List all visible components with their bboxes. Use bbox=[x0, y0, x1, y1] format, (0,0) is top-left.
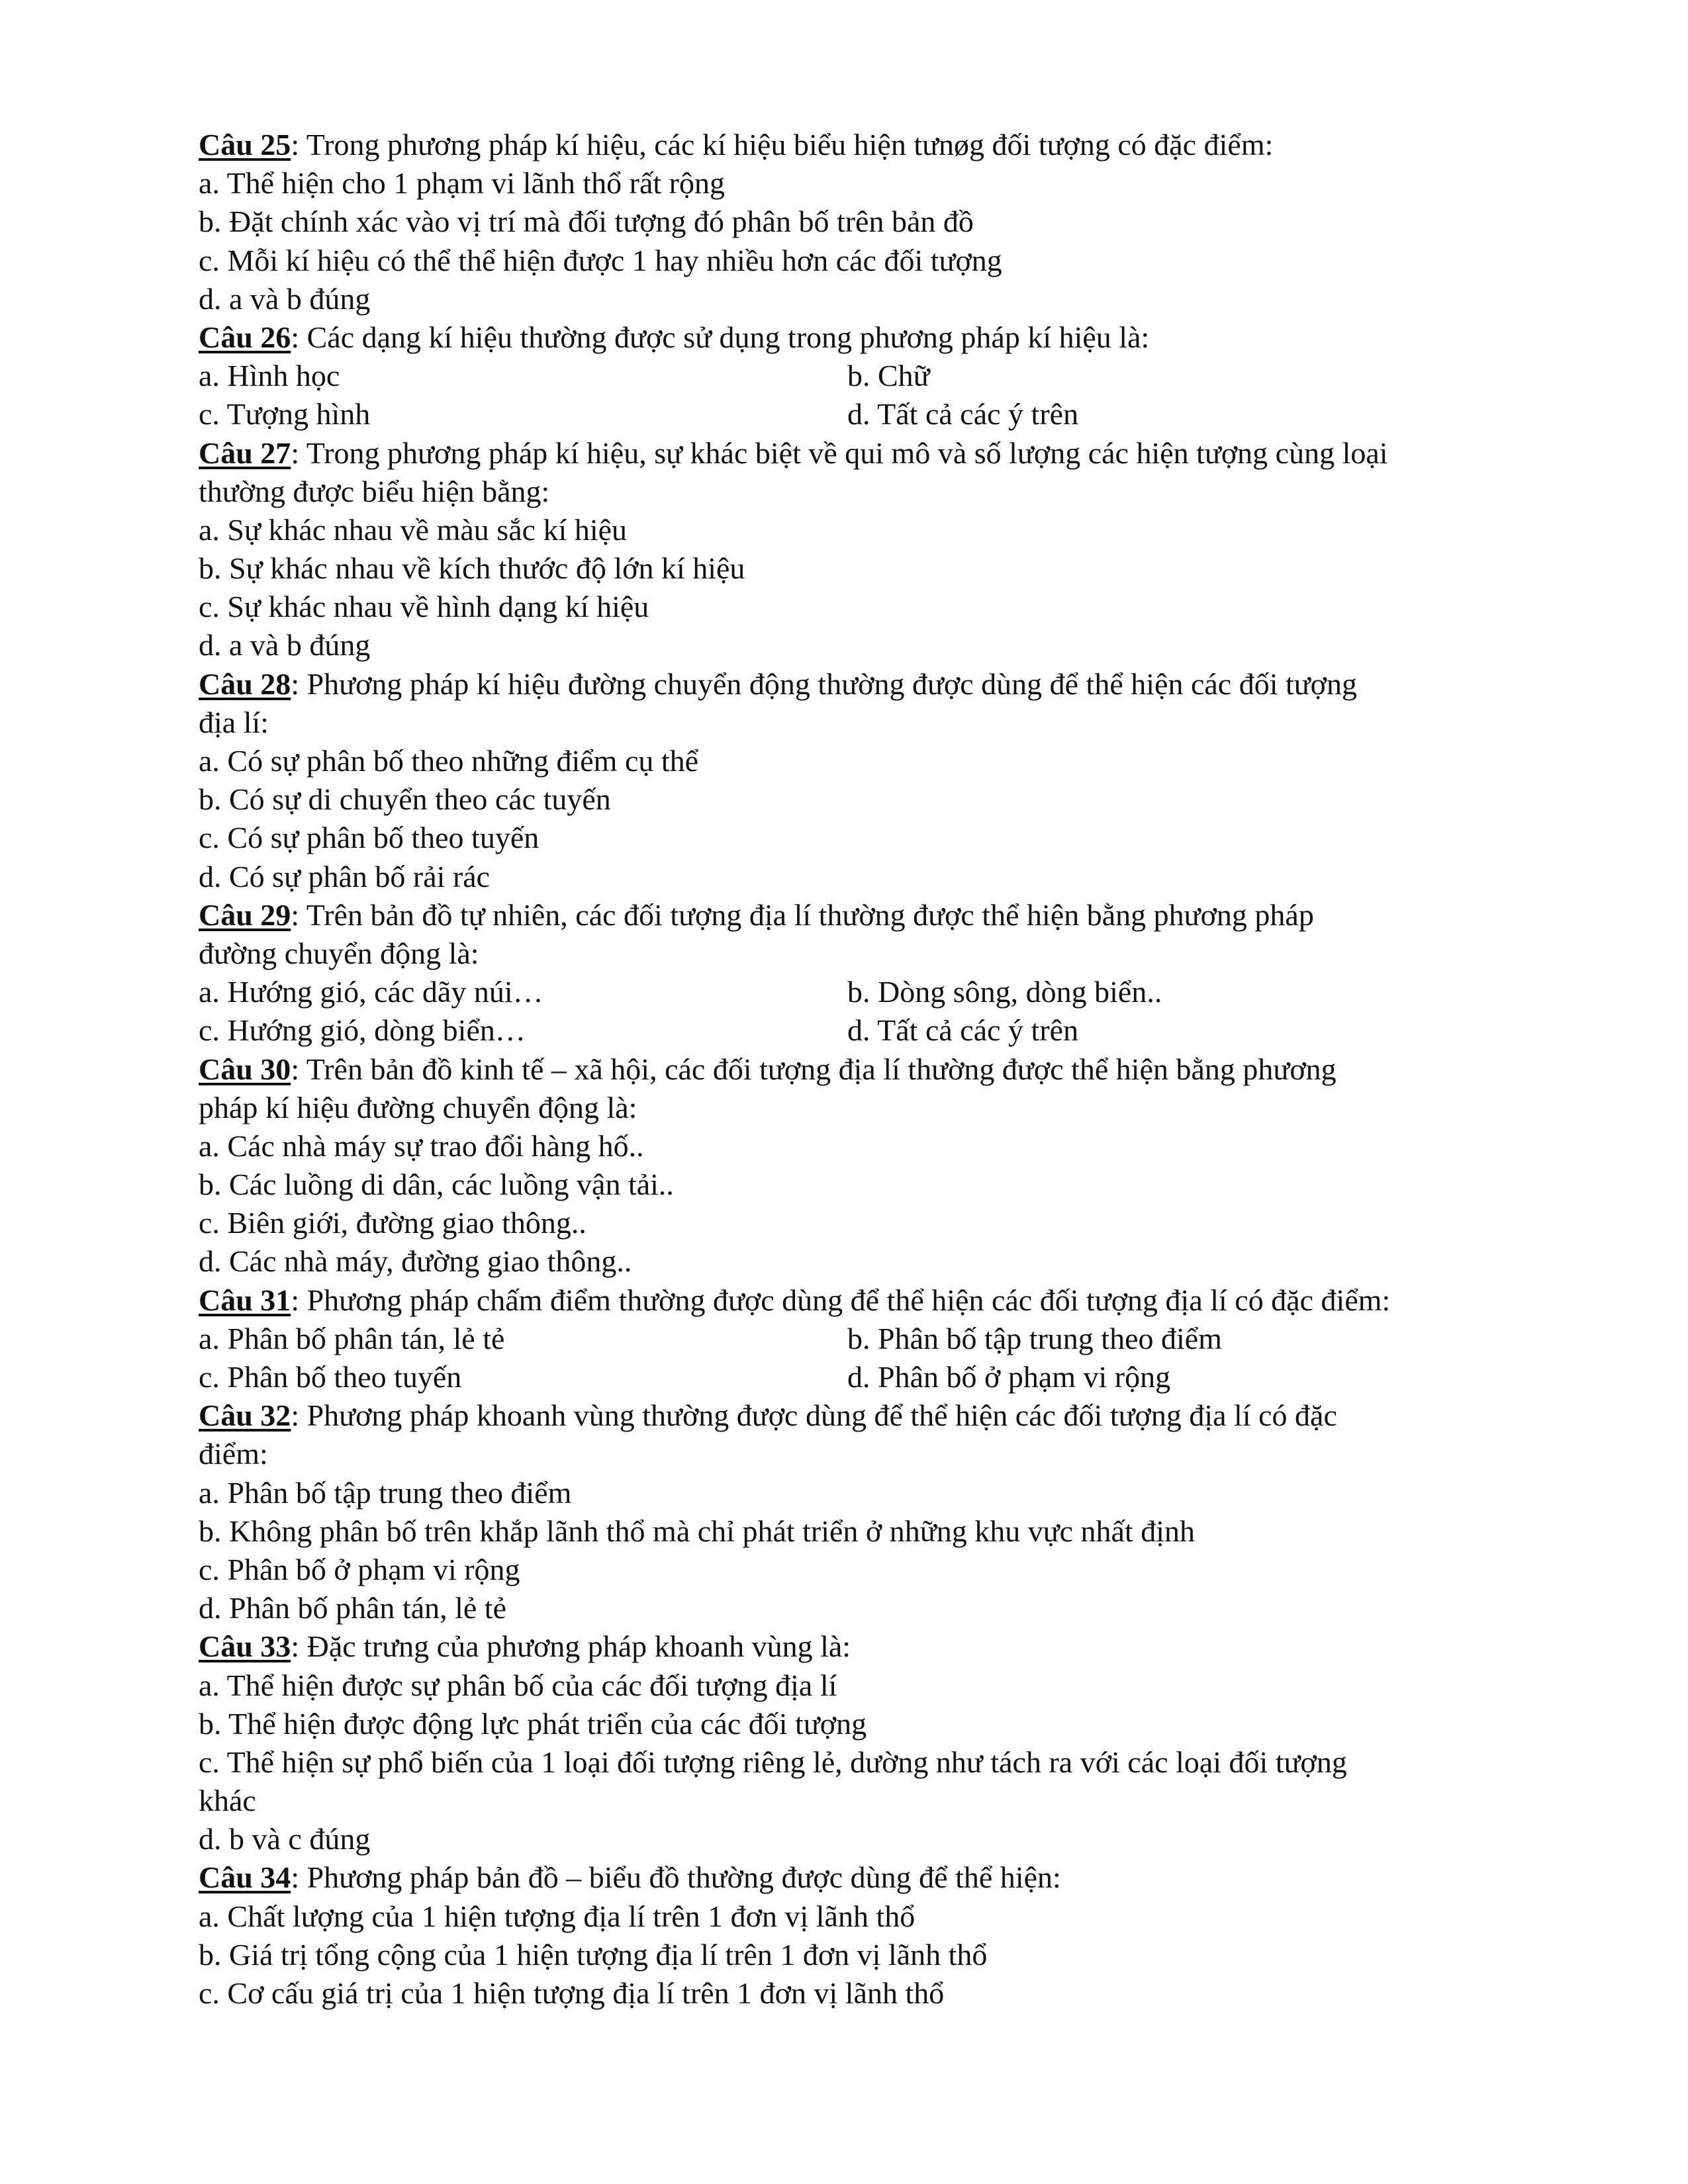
option-row bbox=[199, 973, 1523, 1011]
option-a: a. Phân bố tập trung theo điểm bbox=[199, 1475, 572, 1510]
option-c: c. Phân bố theo tuyến bbox=[199, 1360, 462, 1394]
question-text: : Phương pháp khoanh vùng thường được dùng để thể hiện các đối tượng địa lí có đặc bbox=[291, 1398, 1337, 1433]
option-d: d. Tất cả các ý trên bbox=[847, 397, 1079, 432]
option-a: a. Thể hiện cho 1 phạm vi lãnh thổ rất rộng bbox=[199, 166, 726, 201]
question-number: Câu 25 bbox=[199, 128, 291, 161]
question-text: : Phương pháp chấm điểm thường được dùng để thể hiện các đối tượng địa lí có đặc điểm: bbox=[291, 1283, 1391, 1317]
option-a: a. Phân bố phân tán, lẻ tẻ bbox=[199, 1321, 505, 1355]
question-text: : Các dạng kí hiệu thường được sử dụng trong phương pháp kí hiệu là: bbox=[291, 320, 1150, 354]
option-b: b. Giá trị tổng cộng của 1 hiện tượng địa lí trên 1 đơn vị lãnh thổ bbox=[199, 1937, 988, 1972]
question-30 bbox=[199, 1050, 1523, 1089]
question-29 bbox=[199, 896, 1523, 934]
question-text: : Phương pháp kí hiệu đường chuyển động thường được dùng để thể hiện các đối tượng bbox=[291, 666, 1358, 701]
question-number: Câu 34 bbox=[199, 1860, 291, 1895]
option-c: c. Hướng gió, dòng biển… bbox=[199, 1013, 526, 1048]
option-row bbox=[199, 357, 1523, 395]
option-a: a. Hướng gió, các dãy núi… bbox=[199, 975, 543, 1009]
question-25 bbox=[199, 126, 1523, 164]
question-32 bbox=[199, 1396, 1523, 1435]
option-row bbox=[199, 395, 1523, 433]
option-b: b. Đặt chính xác vào vị trí mà đối tượng đó phân bố trên bản đồ bbox=[199, 205, 974, 239]
question-27 bbox=[199, 434, 1523, 473]
option-a: a. Hình học bbox=[199, 359, 340, 393]
option-c: c. Có sự phân bố theo tuyến bbox=[199, 821, 539, 855]
option-b: b. Không phân bố trên khắp lãnh thổ mà chỉ phát triển ở những khu vực nhất định bbox=[199, 1514, 1196, 1548]
option-b: b. Thể hiện được động lực phát triển của các đối tượng bbox=[199, 1706, 867, 1741]
question-text: : Trên bản đồ tự nhiên, các đối tượng địa lí thường được thể hiện bằng phương pháp bbox=[291, 897, 1314, 932]
option-c: c. Sự khác nhau về hình dạng kí hiệu bbox=[199, 590, 649, 624]
question-number: Câu 27 bbox=[199, 435, 291, 470]
question-28 bbox=[199, 665, 1523, 704]
option-b: b. Có sự di chuyển theo các tuyến bbox=[199, 782, 611, 817]
option-b: b. Chữ bbox=[847, 359, 930, 393]
option-c: c. Tượng hình bbox=[199, 397, 371, 432]
document-page bbox=[199, 126, 1523, 2013]
option-b: b. Các luồng di dân, các luồng vận tải.. bbox=[199, 1167, 674, 1202]
question-33 bbox=[199, 1627, 1523, 1666]
option-d: d. b và c đúng bbox=[199, 1822, 371, 1856]
question-text: : Trong phương pháp kí hiệu, sự khác biệt về qui mô và số lượng các hiện tượng cùng loại bbox=[291, 435, 1388, 470]
option-c: c. Cơ cấu giá trị của 1 hiện tượng địa lí trên 1 đơn vị lãnh thổ bbox=[199, 1976, 945, 2010]
question-number: Câu 26 bbox=[199, 320, 291, 354]
option-b: b. Phân bố tập trung theo điểm bbox=[847, 1321, 1222, 1355]
option-a: a. Có sự phân bố theo những điểm cụ thể bbox=[199, 744, 699, 778]
question-text-continued: đường chuyển động là: bbox=[199, 936, 479, 970]
question-number: Câu 31 bbox=[199, 1283, 291, 1317]
question-text: : Đặc trưng của phương pháp khoanh vùng là: bbox=[291, 1629, 851, 1664]
option-d: d. a và b đúng bbox=[199, 628, 371, 662]
question-number: Câu 30 bbox=[199, 1052, 291, 1086]
option-b: b. Dòng sông, dòng biển.. bbox=[847, 975, 1162, 1009]
question-text-continued: thường được biểu hiện bằng: bbox=[199, 474, 550, 508]
option-c: c. Phân bố ở phạm vi rộng bbox=[199, 1552, 520, 1586]
question-number: Câu 32 bbox=[199, 1398, 291, 1433]
option-d: d. Phân bố ở phạm vi rộng bbox=[847, 1360, 1171, 1394]
option-a: a. Thể hiện được sự phân bố của các đối tượng địa lí bbox=[199, 1668, 837, 1702]
option-a: a. Chất lượng của 1 hiện tượng địa lí trên 1 đơn vị lãnh thổ bbox=[199, 1899, 915, 1933]
question-text-continued: điểm: bbox=[199, 1437, 268, 1471]
option-d: d. a và b đúng bbox=[199, 281, 371, 316]
question-number: Câu 28 bbox=[199, 666, 291, 701]
question-number: Câu 33 bbox=[199, 1629, 291, 1664]
option-a: a. Các nhà máy sự trao đổi hàng hố.. bbox=[199, 1128, 644, 1163]
question-26 bbox=[199, 318, 1523, 357]
question-text: : Trên bản đồ kinh tế – xã hội, các đối tượng địa lí thường được thể hiện bằng phương bbox=[291, 1052, 1336, 1086]
question-text: : Trong phương pháp kí hiệu, các kí hiệu biểu hiện tưnøg đối tượng có đặc điểm: bbox=[291, 128, 1274, 161]
option-row bbox=[199, 1358, 1523, 1396]
question-text-continued: pháp kí hiệu đường chuyển động là: bbox=[199, 1090, 637, 1124]
question-31 bbox=[199, 1281, 1523, 1320]
option-b: b. Sự khác nhau về kích thước độ lớn kí hiệu bbox=[199, 551, 745, 586]
question-text: : Phương pháp bản đồ – biểu đồ thường được dùng để thể hiện: bbox=[291, 1860, 1061, 1895]
option-c-continued: khác bbox=[199, 1784, 256, 1818]
option-d: d. Phân bố phân tán, lẻ tẻ bbox=[199, 1591, 507, 1625]
option-row bbox=[199, 1011, 1523, 1050]
option-c: c. Mỗi kí hiệu có thể thể hiện được 1 hay nhiều hơn các đối tượng bbox=[199, 243, 1002, 277]
question-34 bbox=[199, 1858, 1523, 1897]
option-d: d. Có sự phân bố rải rác bbox=[199, 859, 491, 893]
option-row bbox=[199, 1320, 1523, 1358]
question-number: Câu 29 bbox=[199, 897, 291, 932]
option-a: a. Sự khác nhau về màu sắc kí hiệu bbox=[199, 512, 628, 547]
option-d: d. Các nhà máy, đường giao thông.. bbox=[199, 1244, 632, 1279]
option-d: d. Tất cả các ý trên bbox=[847, 1013, 1079, 1048]
option-c: c. Thể hiện sự phổ biến của 1 loại đối tượng riêng lẻ, dường như tách ra với các loại đối tượng bbox=[199, 1745, 1347, 1779]
option-c: c. Biên giới, đường giao thông.. bbox=[199, 1206, 586, 1240]
question-text-continued: địa lí: bbox=[199, 705, 269, 739]
